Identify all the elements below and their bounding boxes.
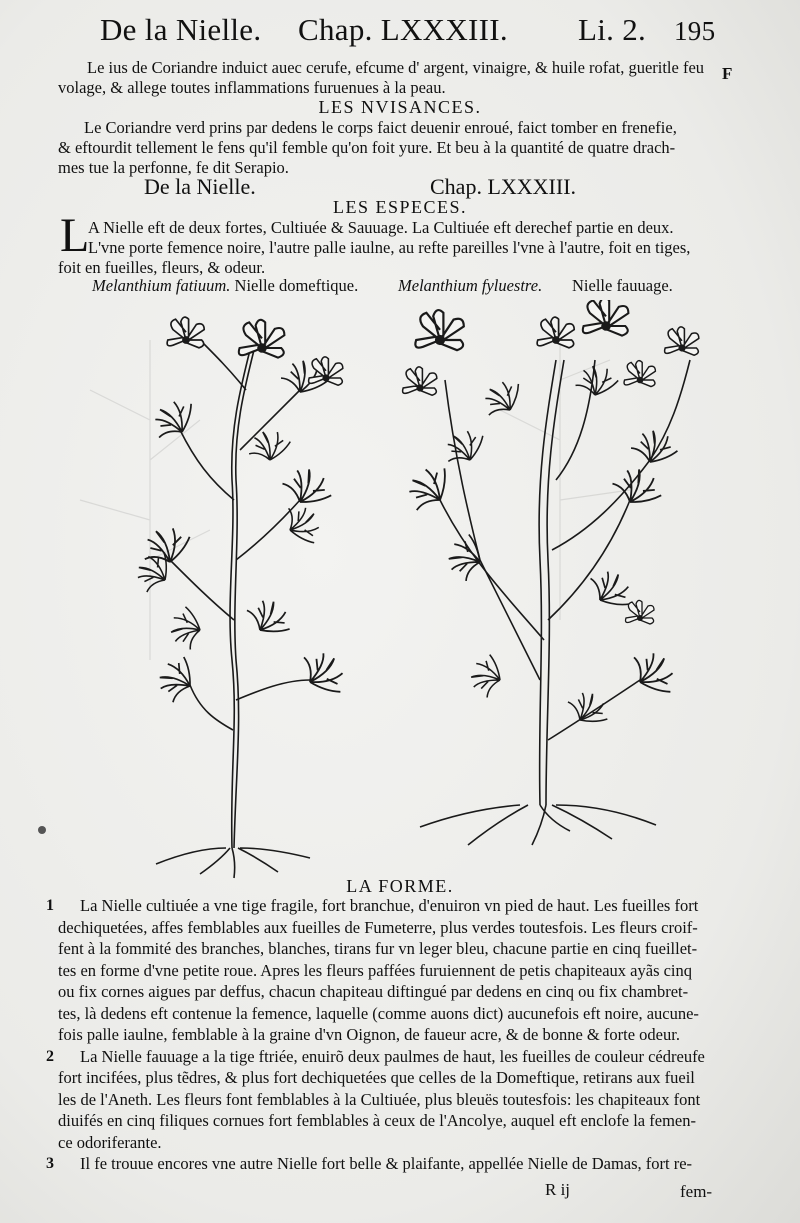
forme-line: tes en forme d'vne petite roue. Apres les fleurs paffées furuiennent de petis chapiteaux ayãs cinq — [58, 960, 693, 980]
forme-line: les de l'Aneth. Les fleurs font femblables à la Cultiuée, plus bleuës toutesfois: les chapiteaux font — [58, 1089, 701, 1109]
running-head-book: Li. 2. — [578, 12, 647, 47]
catchword: fem- — [680, 1182, 713, 1201]
page-number: 195 — [674, 16, 716, 46]
caption-left-latin: Melanthium fatiuum. — [92, 276, 231, 295]
nuisances-heading: LES NVISANCES. — [318, 97, 482, 117]
forme-line: ce odoriferante. — [58, 1132, 162, 1152]
especes-line-3: foit en fueilles, fleurs, & odeur. — [58, 258, 266, 277]
forme-line: Il fe trouue encores vne autre Nielle fort belle & plaifante, appellée Nielle de Damas, fort re- — [80, 1154, 693, 1173]
caption-left-french: Nielle domeftique. — [234, 276, 359, 295]
forme-line: fois palle iaulne, femblable à la graine d'vn Oignon, de faueur acre, & de bonne & forte odeur. — [58, 1025, 680, 1044]
paragraph-number: 1 — [46, 897, 54, 914]
especes-line-1: A Nielle eft de deux fortes, Cultiuée & Sauuage. La Cultiuée eft derechef partie en deux. — [88, 218, 674, 237]
chapter-title-right: Chap. LXXXIII. — [430, 174, 577, 199]
ink-spot — [38, 826, 46, 834]
plant-nielle-domestique — [156, 340, 310, 878]
especes-heading: LES ESPECES. — [332, 197, 468, 217]
paragraph-number: 3 — [46, 1155, 54, 1172]
nuisances-line-2: & eftourdit tellement le fens qu'il femble qu'on foit yure. Et beu à la quantité de quatre drach- — [58, 138, 676, 157]
running-head-left: De la Nielle. — [100, 12, 262, 47]
left-leaves — [130, 353, 348, 704]
intro-line-1: Le ius de Coriandre induict auec cerufe, efcume d' argent, vinaigre, & huile rofat, gueritle feu — [87, 58, 705, 77]
drop-cap: L — [60, 209, 90, 262]
forme-line: La Nielle fauuage a la tige ftriée, enuirõ deux paulmes de haut, les fueilles de couleur cédreufe — [80, 1046, 705, 1066]
forme-line: diuifés en cinq filiques cornues fort femblables à ceux de l'Ancolye, auquel eft enclofe la femen- — [58, 1111, 696, 1130]
caption-right-french: Nielle fauuage. — [572, 276, 673, 295]
forme-line: La Nielle cultiuée a vne tige fragile, fort branchue, d'enuiron vn pied de haut. Les fueilles fort — [80, 896, 699, 915]
forme-heading: LA FORME. — [346, 876, 454, 896]
chapter-title-left: De la Nielle. — [144, 174, 256, 199]
nuisances-line-1: Le Coriandre verd prins par dedens le corps faict deuenir enroué, faict tomber en frenefie, — [84, 118, 677, 137]
running-head-chapter: Chap. LXXXIII. — [298, 12, 508, 47]
nuisances-line-3: mes tue la perfonne, fe dit Serapio. — [58, 158, 289, 177]
caption-right-latin-wrap — [398, 276, 542, 296]
left-flowers — [167, 317, 343, 385]
forme-line: ou fix cornes aigues par deffus, chacun chapiteau diftingué par dedens en cinq ou fix chambret- — [58, 982, 689, 1001]
forme-line: tes, là dedens eft contenue la femence, laquelle (comme auons dict) aucunefois eft noire, aucune- — [58, 1003, 699, 1023]
running-head — [0, 12, 800, 52]
especes-line-2: L'vne porte femence noire, l'autre palle iaulne, au refte pareilles l'vne à l'autre, foit en tiges, — [88, 238, 691, 257]
paragraph-number: 2 — [46, 1047, 54, 1065]
forme-line: fort incifées, plus tẽdres, & plus fort dechiquetées que celles de la Domeftique, retirans aux fueil — [58, 1068, 695, 1087]
forme-line: fent à la fommité des branches, blanches, tirans fur vn leger bleu, chacune partie en cinq fueillet- — [58, 939, 698, 958]
caption-right-latin: Melanthium fyluestre. — [398, 276, 543, 295]
signature-mark: R ij — [545, 1180, 571, 1199]
margin-letter: F — [722, 64, 733, 83]
plant-nielle-sauvage — [420, 360, 690, 845]
forme-line: dechiquetées, affes femblables aux fueilles de Fumeterre, plus verdes toutesfois. Les fleurs croif- — [58, 917, 698, 937]
intro-line-2: volage, & allege toutes inflammations furuenues à la peau. — [58, 78, 446, 97]
woodcut-illustration — [0, 300, 800, 880]
caption-left — [92, 276, 358, 296]
